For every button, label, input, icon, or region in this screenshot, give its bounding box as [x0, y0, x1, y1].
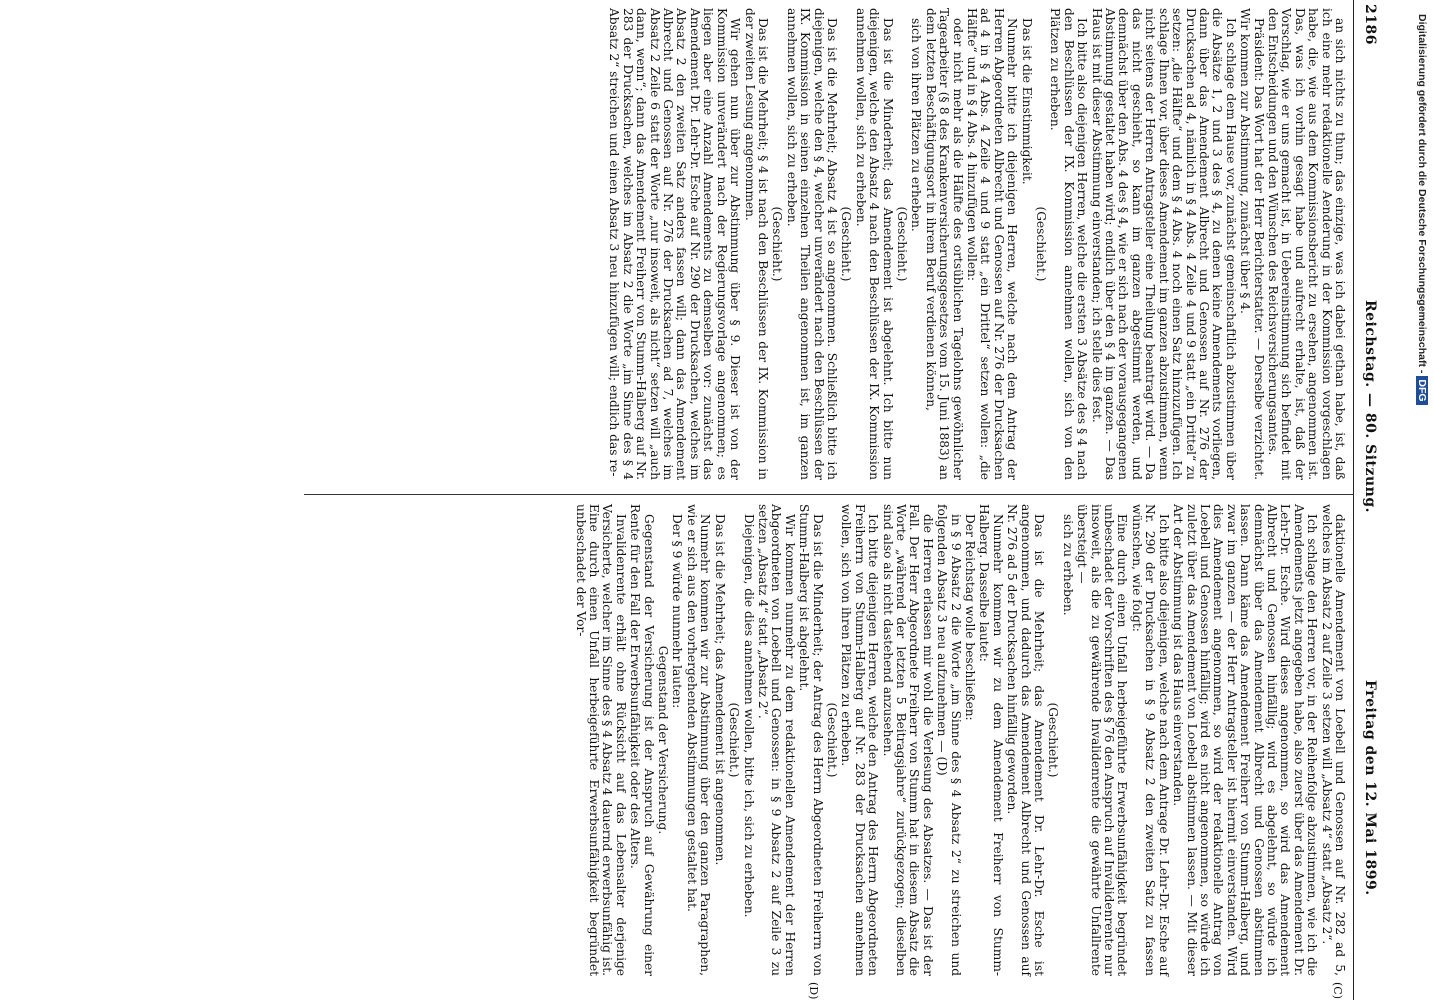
- paragraph: Wir gehen nun über zur Abstimmung über § 9. Dieser ist von der Kommission unverändert nach der Regierungsvorlage angenommen; es liegen aber eine Anzahl Amendements zu demselben vor: zunächst das Amendement Dr. Lehr-Dr. Esche auf Nr. 290 der Drucksachen, welches im Absatz 2 den zweiten Satz anders fassen will; dann das Amendement Albrecht und Genossen auf Nr. 276 der Drucksachen ad 7, welches im Absatz 2 Zeile 6 statt der Worte „nur insoweit, als nicht“ setzen will „auch dann, wenn“; dann das Amendement Freiherr von Stumm-Halberg auf Nr. 283 der Drucksachen, welches im Absatz 2 die Worte „im Sinne des § 4 Absatz 2“ streichen und einen Absatz 3 neu hinzufügen will; endlich das re-: [607, 8, 743, 480]
- paragraph: Gegenstand der Versicherung ist der Anspruch auf Gewährung einer Rente für den Fall der Erwerbsunfähigkeit oder des Alters.: [628, 504, 656, 976]
- paragraph: Das ist die Mehrheit; § 4 ist nach den Beschlüssen der IX. Kommission in der zweiten Lesung angenommen.: [742, 8, 770, 480]
- left-column: [606, 8, 1346, 480]
- paragraph: Ich bitte also diejenigen Herren, welche die ersten 3 Absätze des § 4 nach den Beschlüssen der IX. Kommission annehmen wollen, sich von den Plätzen zu erheben.: [1048, 8, 1090, 480]
- paragraph: daktionelle Amendement von Loebell und Genossen auf Nr. 282 ad 5, welches im Absatz 2 auf Zeile 3 setzen will „Absatz 4“ statt „Absatz 2“.: [1319, 504, 1347, 976]
- paragraph: Ich schlage dem Hause vor, zunächst gemeinschaftlich abzustimmen über die Absätze 1, 2 und 3 des § 4, zu denen keine Amendements vorliegen, dann über das Amendement Albrecht und Genossen auf Nr. 276 der Drucksachen ad 4, nämlich in § 4 Abs. 4 Zeile 4 und 9 statt „ein Drittel“ zu setzen: „die Hälfte“ und dem § 4 Abs. 4 noch einen Satz hinzuzufügen. Ich schlage Ihnen vor, über dieses Amendement im ganzen abzustimmen, wenn nicht seitens der Herren Antragsteller eine Theilung beantragt wird. — Da das nicht geschieht, so kann im ganzen abgestimmt werden, und demnächst über den Abs. 4 des § 4, wie er sich nach der vorausgegangenen Abstimmung gestaltet haben wird; endlich über den § 4 im ganzen. — Das Haus ist mit dieser Abstimmung einverstanden; ich stelle dies fest.: [1089, 8, 1238, 480]
- header-date: Freitag den 12. Mai 1899.: [1362, 680, 1378, 896]
- paragraph: Das ist die Einstimmigkeit.: [1019, 18, 1034, 185]
- paragraph: die Herren erlassen mir wohl die Verlesung des Absatzes. — Das ist der Fall. Der Herr Abgeordnete Freiherr von Stumm hat in diesem Absatz die Worte „während der letzten 5 Beitragsjahre“ zurückgezogen; dieselben sind also als nicht dastehend anzusehen.: [880, 504, 935, 976]
- paragraph: sich von ihren Plätzen zu erheben.: [909, 18, 924, 232]
- dfg-logo: DFG: [1416, 376, 1428, 404]
- paragraph: Diejenigen, die dies annehmen wollen, bitte ich, sich zu erheben.: [741, 514, 756, 918]
- paragraph: Der Reichstag wolle beschließen:: [963, 514, 978, 721]
- paragraph: in § 9 Absatz 2 die Worte „im Sinne des § 4 Absatz 2“ zu streichen und folgenden Absatz 3 neu aufzunehmen — (D): [935, 504, 963, 976]
- paragraph: Gegenstand der Versicherung.: [656, 645, 671, 835]
- paragraph: Invalidenrente erhält ohne Rücksicht auf das Lebensalter derjenige Versicherte, welcher im Sinne des § 4 Absatz 4 dauernd erwerbsunfähig ist. Eine durch einen Unfall herbeigeführte Erwerbsunfähigkeit begründet unbeschadet der Vor-: [573, 504, 628, 976]
- column-divider: [304, 494, 1354, 495]
- credit-text: Digitalisierung gefördert durch die Deutsche Forschungsgemeinschaft -: [1416, 14, 1428, 374]
- paragraph: (Geschieht.): [1046, 702, 1061, 778]
- paragraph: Ich bitte also diejenigen, welche nach dem Antrage Dr. Lehr-Dr. Esche auf Nr. 290 der Drucksachen in § 9 Absatz 2 den zweiten Satz zu fassen wünschen, wie folgt:: [1129, 504, 1171, 976]
- paragraph: (Geschieht.): [770, 206, 785, 282]
- page-number: 2186: [1362, 4, 1378, 45]
- paragraph: Wir kommen nunmehr zu dem redaktionellen Amendement der Herren Abgeordneten von Loebell und Genossen: in § 9 Absatz 2 auf Zeile 3 zu setzen „Absatz 4“ statt „Absatz 2“.: [755, 504, 797, 976]
- paragraph: Das ist die Mehrheit; das Amendement ist angenommen.: [712, 514, 727, 866]
- paragraph: Nunmehr kommen wir zur Abstimmung über den ganzen Paragraphen, wie er sich aus den vorhergehenden Abstimmungen gestaltet hat.: [684, 504, 713, 976]
- header-session: Reichstag. — 80. Sitzung.: [1362, 300, 1378, 513]
- paragraph: (Geschieht.): [839, 206, 854, 282]
- digitization-credit: [1412, 14, 1432, 994]
- margin-label-d: (D): [807, 982, 820, 1000]
- header-rule: [1353, 0, 1354, 1000]
- paragraph: (Geschieht.): [727, 702, 742, 778]
- paragraph: Das ist die Mehrheit; Absatz 4 ist so angenommen. Schließlich bitte ich diejenigen, welche den § 4, welcher unverändert nach den Beschlüssen der IX. Kommission in seinen einzelnen Theilen angenommen ist, im ganzen annehmen wollen, sich zu erheben.: [784, 8, 839, 480]
- paragraph: Präsident: Das Wort hat der Herr Berichterstatter. — Derselbe verzichtet. Wir kommen zur Abstimmung, zunächst über § 4.: [1238, 8, 1266, 480]
- paragraph: Das ist die Minderheit; der Antrag des Herrn Abgeordneten Freiherrn von Stumm-Halberg ist abgelehnt.: [797, 504, 825, 976]
- margin-label-c: (C): [1331, 982, 1344, 999]
- paragraph: oder nicht mehr als die Hälfte des ortsüblichen Tagelohns gewöhnlicher Tagearbeiter (§ 8 des Krankenversicherungsgesetzes vom 15. Juni 1883) an dem letzten Beschäftigungsort in ihrem Beruf verdienen können,: [923, 8, 965, 480]
- paragraph: Das ist die Mehrheit; das Amendement Dr. Lehr-Dr. Esche ist angenommen, und dadurch das Amendement Albrecht und Genossen auf Nr. 276 ad 5 der Drucksachen hinfällig geworden.: [1005, 504, 1047, 976]
- paragraph: Ich schlage den Herren vor, in der Reihenfolge abzustimmen, wie ich die Amendements jetzt angegeben habe, also zuerst über das Amendement Dr. Lehr-Dr. Esche. Wird dieses angenommen, so wird das Amendement Albrecht und Genossen hinfällig; wird es abgelehnt, so würde ich demnächst über das Amendement Albrecht und Genossen abstimmen lassen. Dann käme das Amendement Freiherr von Stumm-Halberg, und zwar im ganzen — der Herr Antragsteller ist hiermit einverstanden. Wird dies Amendement angenommen, so wird der redaktionelle Antrag von Loebell und Genossen hinfällig; wird es nicht angenommen, so würde ich zuletzt über das Amendement von Loebell abstimmen lassen. — Mit dieser Art der Abstimmung ist das Haus einverstanden.: [1171, 504, 1320, 976]
- paragraph: Der § 9 würde nunmehr lauten:: [670, 514, 685, 709]
- paragraph: sich zu erheben.: [1060, 514, 1075, 616]
- paragraph: Ich bitte diejenigen Herren, welche den Antrag des Herrn Abgeordneten Freiherrn von Stumm-Halberg auf Nr. 283 der Drucksachen annehmen wollen, sich von ihren Plätzen zu erheben.: [839, 504, 881, 976]
- rotated-newspaper-page: [20, 0, 1380, 1000]
- paragraph: (Geschieht.): [1034, 206, 1049, 282]
- right-column: [572, 504, 1346, 976]
- paragraph: Eine durch einen Unfall herbeigeführte Erwerbsunfähigkeit begründet unbeschadet der Vorschriften des § 76 den Anspruch auf Invalidenrente nur insoweit, als die zu gewährende Invalidenrente die gewährte Unfallrente übersteigt —: [1075, 504, 1130, 976]
- page-header: [1356, 0, 1380, 1000]
- paragraph: (Geschieht.): [895, 206, 909, 282]
- paragraph: Nunmehr kommen wir zu dem Amendement Freiherr von Stumm-Halberg. Dasselbe lautet:: [977, 504, 1005, 976]
- paragraph: (Geschieht.): [824, 702, 839, 778]
- paragraph: Nunmehr bitte ich diejenigen Herren, welche nach dem Antrag der Herren Abgeordneten Albrecht und Genossen auf Nr. 276 der Drucksachen ad 4 in § 4 Abs. 4 Zeile 4 und 9 statt „ein Drittel“ setzen wollen: „die Hälfte“ und in § 4 Abs. 4 hinzufügen wollen:: [965, 8, 1020, 480]
- paragraph: an sich nichts zu thun; das einzige, was ich dabei gethan habe, ist, daß ich eine mehr redaktionelle Aenderung in der Kommission vorgeschlagen habe, die, wie aus dem Kommissionsbericht zu ersehen, angenommen ist. Das, was ich vorhin gesagt habe und aufrecht erhalte, ist, daß der Vorschlag, wie er uns gemacht ist, in Uebereinstimmung sich befindet mit den Entscheidungen und den Wünschen des Reichsversicherungsamtes.: [1265, 8, 1347, 480]
- paragraph: Das ist die Minderheit; das Amendement ist abgelehnt. Ich bitte nun diejenigen, welche den Absatz 4 nach den Beschlüssen der IX. Kommission annehmen wollen, sich zu erheben.: [853, 8, 895, 480]
